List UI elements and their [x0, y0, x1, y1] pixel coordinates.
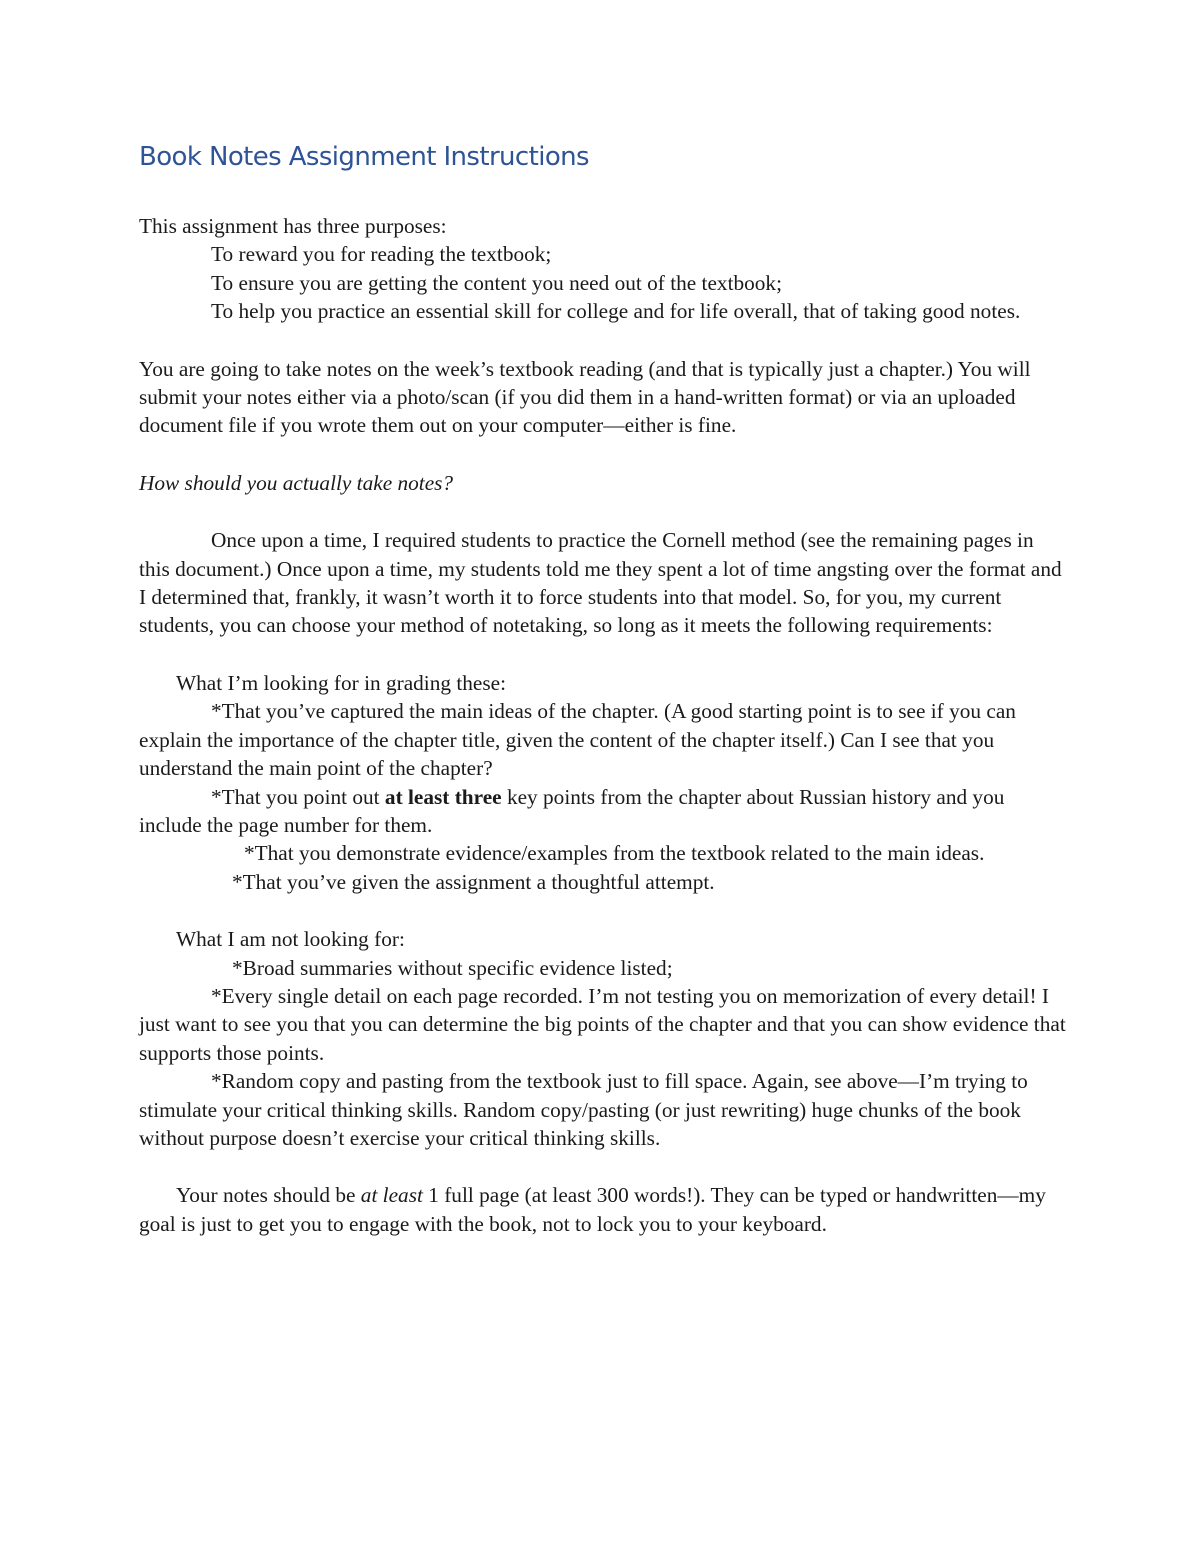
length-requirement-end: 1 full page (at least 300 words!). They can be typed or handwritten—my goal is just to get you to engage with the book, not to lock you to your keyboard. — [139, 1183, 1046, 1236]
looking-for-item-2-end: key points from the chapter about Russian history and you include the page number for them. — [139, 784, 1005, 837]
length-requirement — [139, 1181, 1069, 1238]
not-looking-for-item-3: *Random copy and pasting from the textbook just to fill space. Again, see above—I’m trying to stimulate your critical thinking skills. Random copy/pasting (or just rewriting) huge chunks of the book without purpose doesn’t exercise your critical thinking skills. — [139, 1069, 1028, 1150]
not-looking-for-item-1: *Broad summaries without specific evidence listed; — [232, 955, 673, 980]
how-heading: How should you actually take notes? — [139, 470, 454, 495]
not-looking-for-item-2: *Every single detail on each page recorded. I’m not testing you on memorization of every detail! I just want to see you that you can determine the big points of the chapter and that you can show evidence that supports those points. — [139, 983, 1066, 1065]
looking-for-item-1: *That you’ve captured the main ideas of the chapter. (A good starting point is to see if you can explain the importance of the chapter title, given the content of the chapter itself.) Can I see that you understand the main point of the chapter? — [139, 699, 1016, 781]
purpose-1: To reward you for reading the textbook; — [211, 242, 552, 267]
looking-for-item-3: *That you demonstrate evidence/examples from the textbook related to the main ideas. — [244, 841, 985, 866]
purpose-2: To ensure you are getting the content you need out of the textbook; — [211, 270, 783, 295]
looking-for-item-2-emphasis: at least three — [384, 784, 502, 809]
purpose-3: To help you practice an essential skill for college and for life overall, that of taking good notes. — [211, 299, 1021, 324]
looking-for-item-2 — [139, 783, 1069, 840]
length-requirement-emphasis: at least — [360, 1183, 423, 1208]
submission-paragraph: You are going to take notes on the week’s textbook reading (and that is typically just a chapter.) You will submit your notes either via a photo/scan (if you did them in a hand-written format) or via an uploaded document file if you wrote them out on your computer—either is fine. — [139, 356, 1031, 438]
document-title: Book Notes Assignment Instructions — [139, 142, 589, 172]
length-requirement-start: Your notes should be — [176, 1183, 361, 1208]
looking-for-item-2-start: *That you point out — [211, 784, 385, 809]
not-looking-for-heading: What I am not looking for: — [176, 927, 405, 952]
looking-for-item-4: *That you’ve given the assignment a thoughtful attempt. — [232, 869, 715, 894]
looking-for-heading: What I’m looking for in grading these: — [176, 670, 507, 695]
document-body — [139, 212, 1069, 1238]
intro-lead: This assignment has three purposes: — [139, 214, 447, 238]
method-paragraph: Once upon a time, I required students to practice the Cornell method (see the remaining pages in this document.) Once upon a time, my students told me they spent a lot of time angsting over the format and I determined that, frankly, it wasn’t worth it to force students into that model. So, for you, my current students, you can choose your method of notetaking, so long as it meets the following requirements: — [139, 528, 1062, 638]
